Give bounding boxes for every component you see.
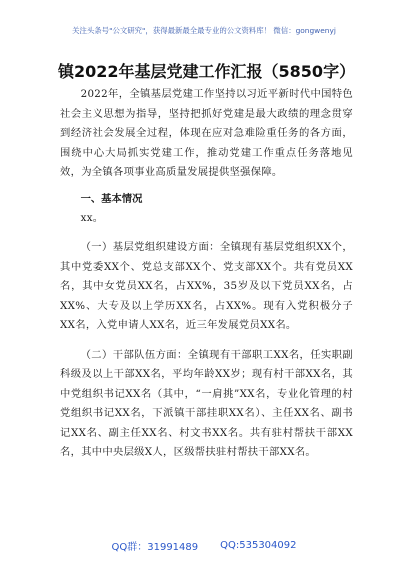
cadre-team-paragraph: （二）干部队伍方面：全镇现有干部职工XX名，任实职副科级及以上干部XX名，平均年龄XX岁；现有村干部XX名，其中党组织书记XX名（其中，“一肩挑”XX名，专业化管理的村党组织书记XX名，下派镇干部挂职XX名）、主任XX名、副书记XX名、副主任XX名、村文书XX名。共有驻村帮扶干部XX名，其中中央层级X人，区级帮扶驻村帮扶干部XX名。 <box>60 348 353 458</box>
document-title: 镇2022年基层党建工作汇报（5850字） <box>58 62 356 81</box>
header-banner <box>30 10 378 50</box>
section-heading: 一、基本情况 <box>80 192 143 205</box>
footer-bar <box>0 532 408 558</box>
org-building-paragraph: （一）基层党组织建设方面：全镇现有基层党组织XX个，其中党委XX个、党总支部XX个、党支部XX个。共有党员XX名，其中女党员XX名，占XX%，35岁及以下党员XX名，占XX%、大专及以上学历XX名，占XX%。现有入党积极分子XX名，入党申请人XX名，近三年发展党员XX名。 <box>60 241 353 331</box>
footer-qq-number: QQ:535304092 <box>220 539 297 551</box>
document-body <box>60 85 353 463</box>
intro-paragraph: 2022年，全镇基层党建工作坚持以习近平新时代中国特色社会主义思想为指导，坚持把抓好党建是最大政绩的理念贯穿到经济社会发展全过程，体现在应对急难险重任务的各方面，围绕中心大局抓实党建工作，推动党建工作重点任务落地见效，为全镇各项事业高质量发展提供坚强保障。 <box>60 88 353 178</box>
footer-qq-group: QQ群：31991489 <box>111 541 199 553</box>
section-lead-paragraph: xx。 <box>80 211 104 224</box>
header-banner-text: 关注头条号"公文研究"，获得最新最全最专业的公文资料库！ 微信：gongwenyj <box>72 25 336 35</box>
